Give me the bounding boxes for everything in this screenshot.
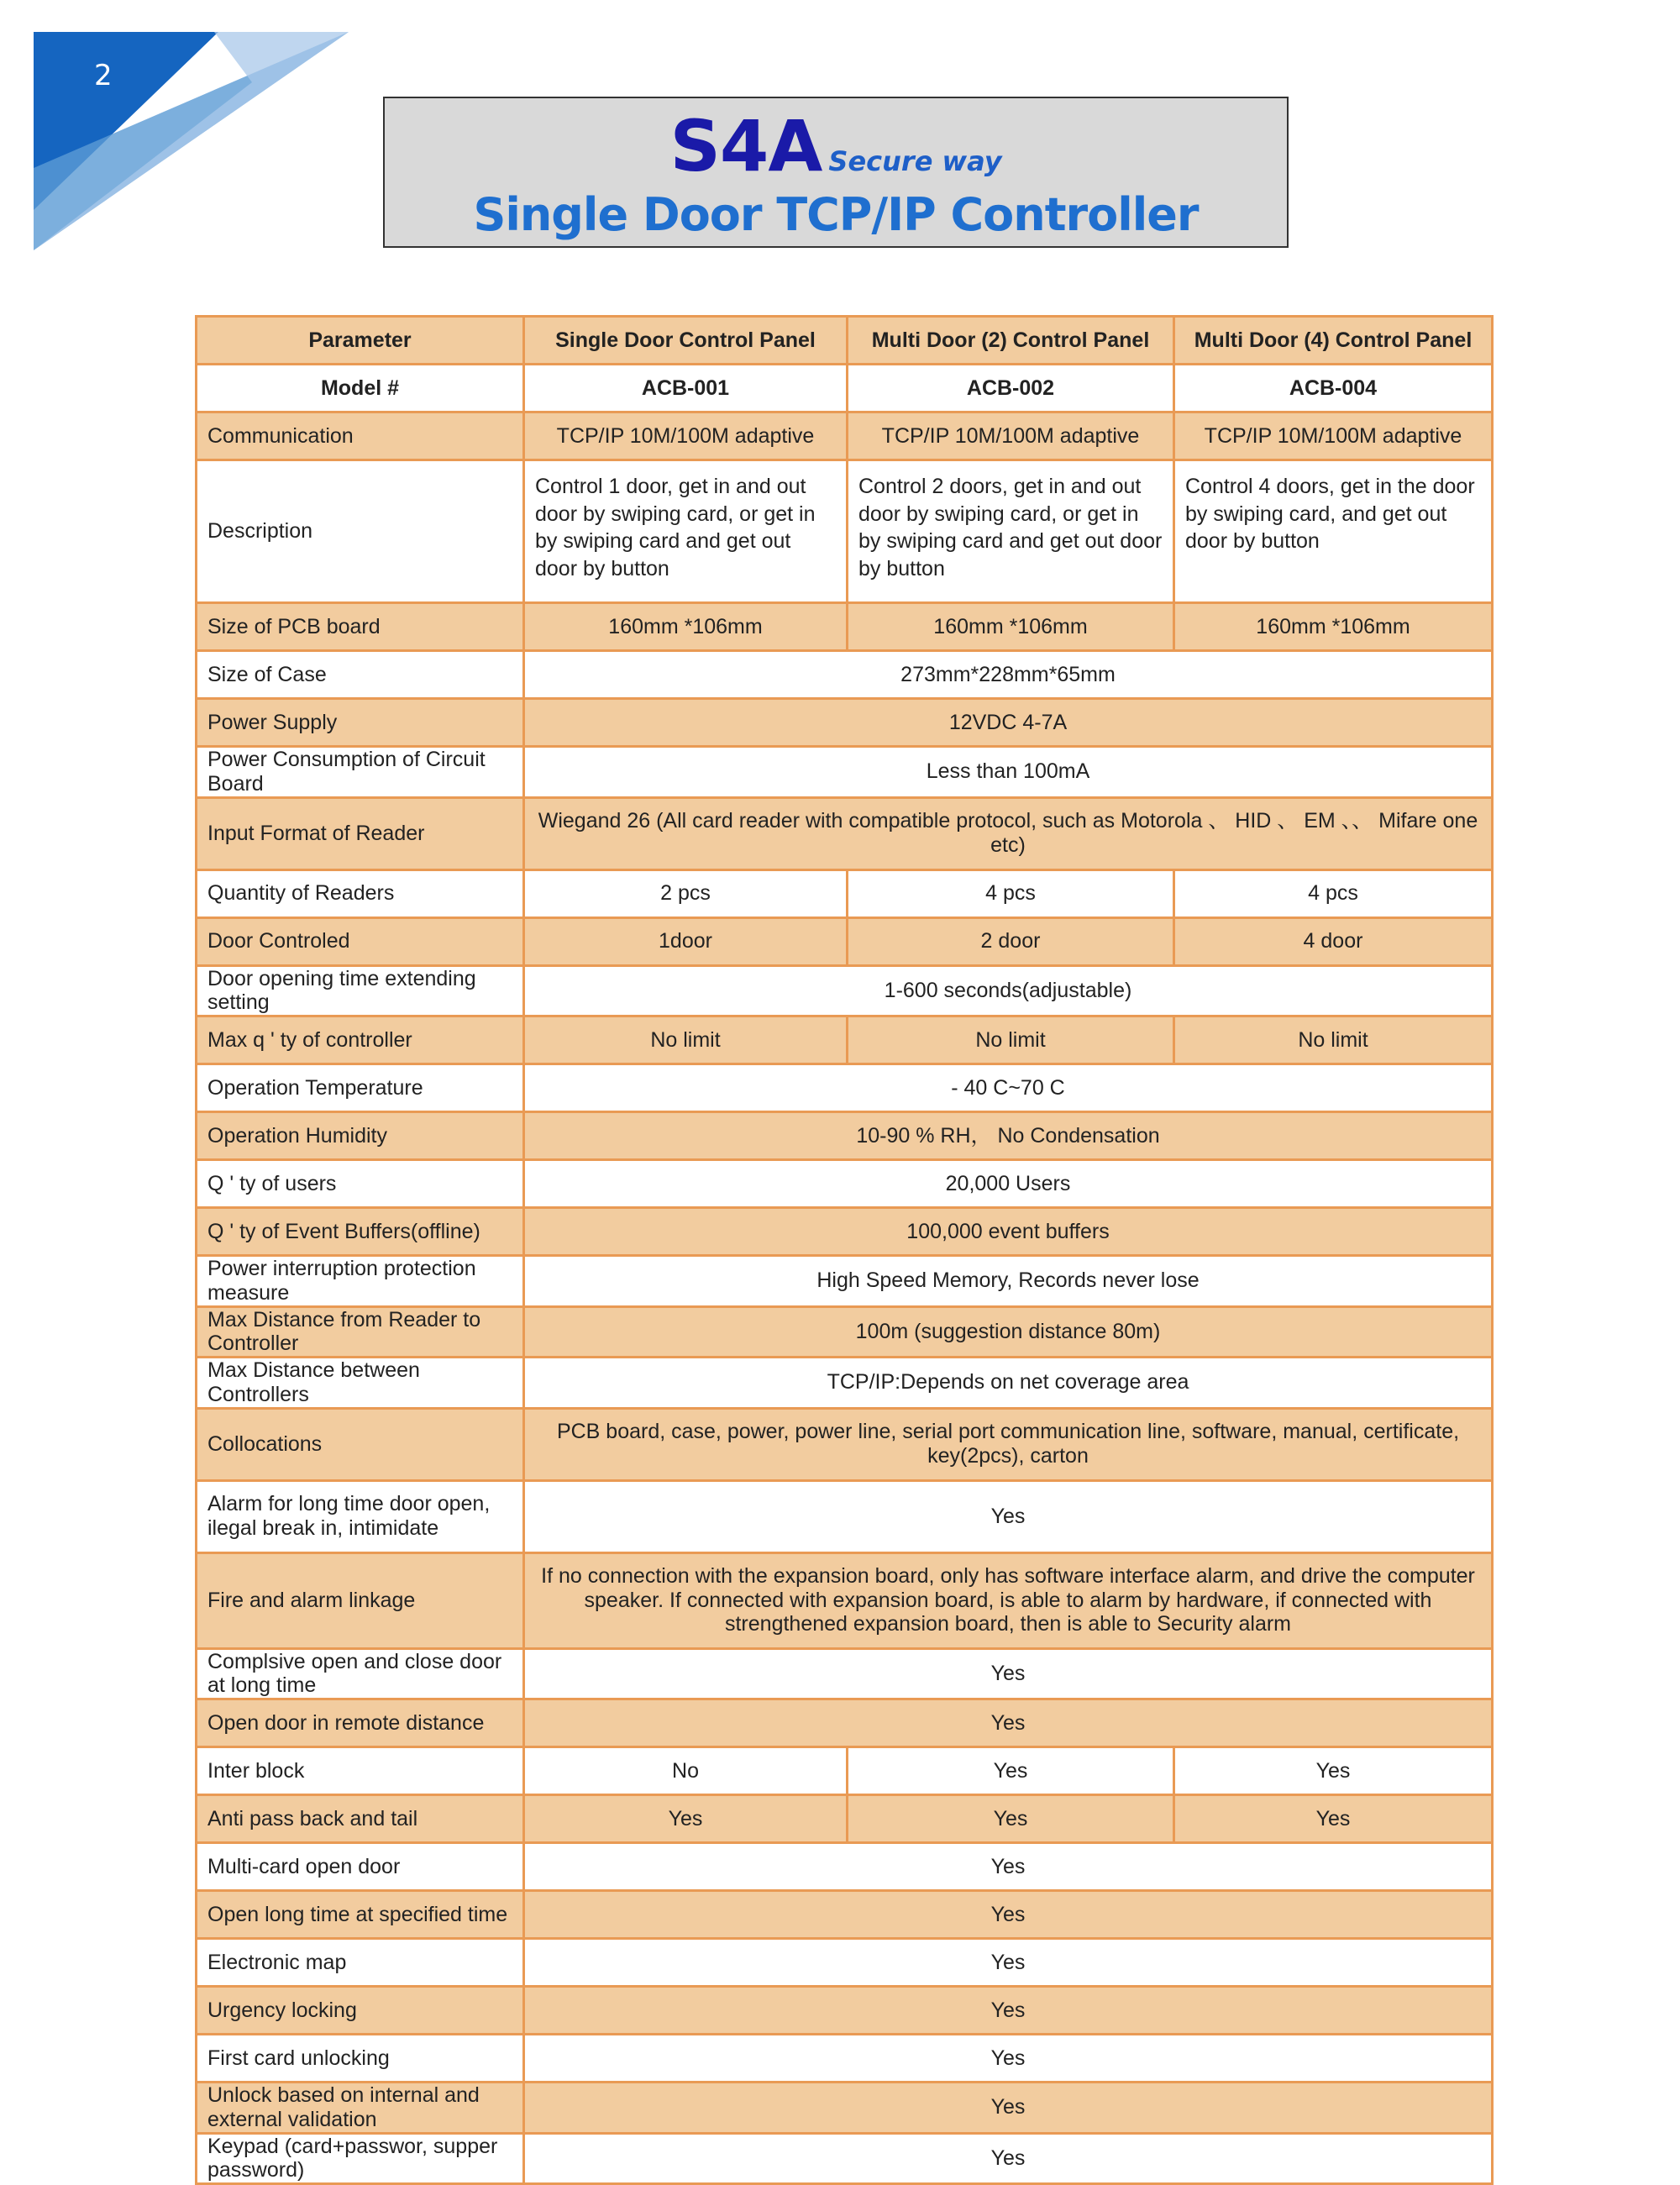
table-row — [197, 1699, 1493, 1747]
page-number: 2 — [94, 59, 113, 92]
table-cell: Yes — [524, 1648, 1493, 1699]
row-label: Power Consumption of Circuit Board — [197, 747, 524, 798]
table-cell: Control 1 door, get in and out door by swiping card, or get in by swiping card and get out door by button — [524, 460, 848, 603]
table-cell: Yes — [524, 1795, 848, 1843]
brand-tagline: Secure way — [828, 145, 1002, 177]
table-cell: Yes — [1174, 1747, 1493, 1795]
table-cell: 100,000 event buffers — [524, 1208, 1493, 1256]
row-label: Size of PCB board — [197, 603, 524, 651]
column-header: Multi Door (2) Control Panel — [848, 317, 1174, 365]
column-header: Parameter — [197, 317, 524, 365]
table-row — [197, 1256, 1493, 1307]
table-row — [197, 1358, 1493, 1409]
row-label: Operation Temperature — [197, 1064, 524, 1112]
table-row — [197, 1939, 1493, 1987]
row-label: Anti pass back and tail — [197, 1795, 524, 1843]
row-label: Description — [197, 460, 524, 603]
table-cell: 4 pcs — [1174, 869, 1493, 917]
table-cell: Yes — [524, 1480, 1493, 1552]
table-cell: Yes — [524, 1843, 1493, 1891]
table-row — [197, 1648, 1493, 1699]
table-row — [197, 797, 1493, 869]
row-label: Input Format of Reader — [197, 797, 524, 869]
table-row — [197, 747, 1493, 798]
row-label: Max q ' ty of controller — [197, 1016, 524, 1064]
table-row — [197, 1552, 1493, 1648]
table-cell: ACB-002 — [848, 365, 1174, 412]
table-cell: 4 pcs — [848, 869, 1174, 917]
table-cell: TCP/IP 10M/100M adaptive — [524, 412, 848, 460]
table-cell: No limit — [848, 1016, 1174, 1064]
table-cell: 160mm *106mm — [524, 603, 848, 651]
table-row — [197, 1987, 1493, 2035]
table-cell: Yes — [524, 1699, 1493, 1747]
table-row — [197, 1306, 1493, 1358]
brand-logo: S4A — [669, 105, 822, 187]
table-cell: Control 4 doors, get in the door by swiping card, and get out door by button — [1174, 460, 1493, 603]
table-row — [197, 1843, 1493, 1891]
row-label: Electronic map — [197, 1939, 524, 1987]
table-row — [197, 2035, 1493, 2083]
spec-table — [195, 315, 1494, 2185]
row-label: Door opening time extending setting — [197, 965, 524, 1016]
table-cell: TCP/IP:Depends on net coverage area — [524, 1358, 1493, 1409]
table-row — [197, 1160, 1493, 1208]
table-cell: 1door — [524, 917, 848, 965]
row-label: Inter block — [197, 1747, 524, 1795]
row-label: Door Controled — [197, 917, 524, 965]
row-label: Keypad (card+passwor, supper password) — [197, 2133, 524, 2184]
row-label: Fire and alarm linkage — [197, 1552, 524, 1648]
row-label: Communication — [197, 412, 524, 460]
row-label: Power interruption protection measure — [197, 1256, 524, 1307]
row-label: Max Distance from Reader to Controller — [197, 1306, 524, 1358]
row-label: Collocations — [197, 1408, 524, 1480]
table-cell: Yes — [848, 1747, 1174, 1795]
table-cell: No — [524, 1747, 848, 1795]
table-cell: Less than 100mA — [524, 747, 1493, 798]
table-cell: 12VDC 4-7A — [524, 699, 1493, 747]
table-cell: Control 2 doors, get in and out door by swiping card, or get in by swiping card and get out door by button — [848, 460, 1174, 603]
table-row — [197, 1480, 1493, 1552]
table-cell: If no connection with the expansion board, only has software interface alarm, and drive the computer speaker. If connected with expansion board, is able to alarm by hardware, if connected with strengthened expansion board, then is able to Security alarm — [524, 1552, 1493, 1648]
column-header: Single Door Control Panel — [524, 317, 848, 365]
table-row — [197, 2083, 1493, 2134]
row-label: Q ' ty of Event Buffers(offline) — [197, 1208, 524, 1256]
table-row — [197, 603, 1493, 651]
row-label: Size of Case — [197, 651, 524, 699]
table-cell: Wiegand 26 (All card reader with compatible protocol, such as Motorola 、 HID 、 EM 、、 Mifare one etc) — [524, 797, 1493, 869]
row-label: Quantity of Readers — [197, 869, 524, 917]
table-cell: Yes — [524, 1987, 1493, 2035]
row-label: Multi-card open door — [197, 1843, 524, 1891]
row-label: Alarm for long time door open, ilegal break in, intimidate — [197, 1480, 524, 1552]
row-label: Model # — [197, 365, 524, 412]
table-cell: Yes — [848, 1795, 1174, 1843]
table-cell: 2 pcs — [524, 869, 848, 917]
table-row — [197, 1795, 1493, 1843]
table-cell: - 40 C~70 C — [524, 1064, 1493, 1112]
table-row — [197, 2133, 1493, 2184]
table-row — [197, 651, 1493, 699]
row-label: Power Supply — [197, 699, 524, 747]
table-row — [197, 699, 1493, 747]
table-row — [197, 1747, 1493, 1795]
row-label: Complsive open and close door at long time — [197, 1648, 524, 1699]
table-cell: 2 door — [848, 917, 1174, 965]
table-row — [197, 1891, 1493, 1939]
table-cell: No limit — [1174, 1016, 1493, 1064]
row-label: Q ' ty of users — [197, 1160, 524, 1208]
table-cell: 10-90 % RH， No Condensation — [524, 1112, 1493, 1160]
table-cell: 20,000 Users — [524, 1160, 1493, 1208]
table-cell: 160mm *106mm — [848, 603, 1174, 651]
table-cell: Yes — [524, 1891, 1493, 1939]
title-box — [383, 97, 1289, 248]
brand-line — [385, 105, 1287, 187]
table-row — [197, 965, 1493, 1016]
table-cell: Yes — [524, 2133, 1493, 2184]
table-header-row — [197, 317, 1493, 365]
table-row — [197, 412, 1493, 460]
table-cell: 4 door — [1174, 917, 1493, 965]
table-cell: TCP/IP 10M/100M adaptive — [848, 412, 1174, 460]
row-label: First card unlocking — [197, 2035, 524, 2083]
table-cell: Yes — [524, 2083, 1493, 2134]
table-cell: 1-600 seconds(adjustable) — [524, 965, 1493, 1016]
table-cell: 100m (suggestion distance 80m) — [524, 1306, 1493, 1358]
row-label: Max Distance between Controllers — [197, 1358, 524, 1409]
row-label: Urgency locking — [197, 1987, 524, 2035]
table-cell: ACB-004 — [1174, 365, 1493, 412]
table-cell: ACB-001 — [524, 365, 848, 412]
table-row — [197, 1112, 1493, 1160]
row-label: Open door in remote distance — [197, 1699, 524, 1747]
table-cell: No limit — [524, 1016, 848, 1064]
table-row — [197, 365, 1493, 412]
table-cell: High Speed Memory, Records never lose — [524, 1256, 1493, 1307]
table-cell: TCP/IP 10M/100M adaptive — [1174, 412, 1493, 460]
table-row — [197, 917, 1493, 965]
table-cell: Yes — [524, 1939, 1493, 1987]
table-cell: PCB board, case, power, power line, serial port communication line, software, manual, certificate, key(2pcs), carton — [524, 1408, 1493, 1480]
row-label: Operation Humidity — [197, 1112, 524, 1160]
table-cell: 160mm *106mm — [1174, 603, 1493, 651]
row-label: Unlock based on internal and external validation — [197, 2083, 524, 2134]
column-header: Multi Door (4) Control Panel — [1174, 317, 1493, 365]
table-cell: Yes — [524, 2035, 1493, 2083]
table-cell: 273mm*228mm*65mm — [524, 651, 1493, 699]
table-row — [197, 1064, 1493, 1112]
table-cell: Yes — [1174, 1795, 1493, 1843]
corner-banner — [0, 0, 353, 260]
row-label: Open long time at specified time — [197, 1891, 524, 1939]
table-row — [197, 1408, 1493, 1480]
table-row — [197, 1208, 1493, 1256]
product-title: Single Door TCP/IP Controller — [473, 188, 1199, 241]
table-row — [197, 869, 1493, 917]
table-row — [197, 1016, 1493, 1064]
table-row — [197, 460, 1493, 603]
